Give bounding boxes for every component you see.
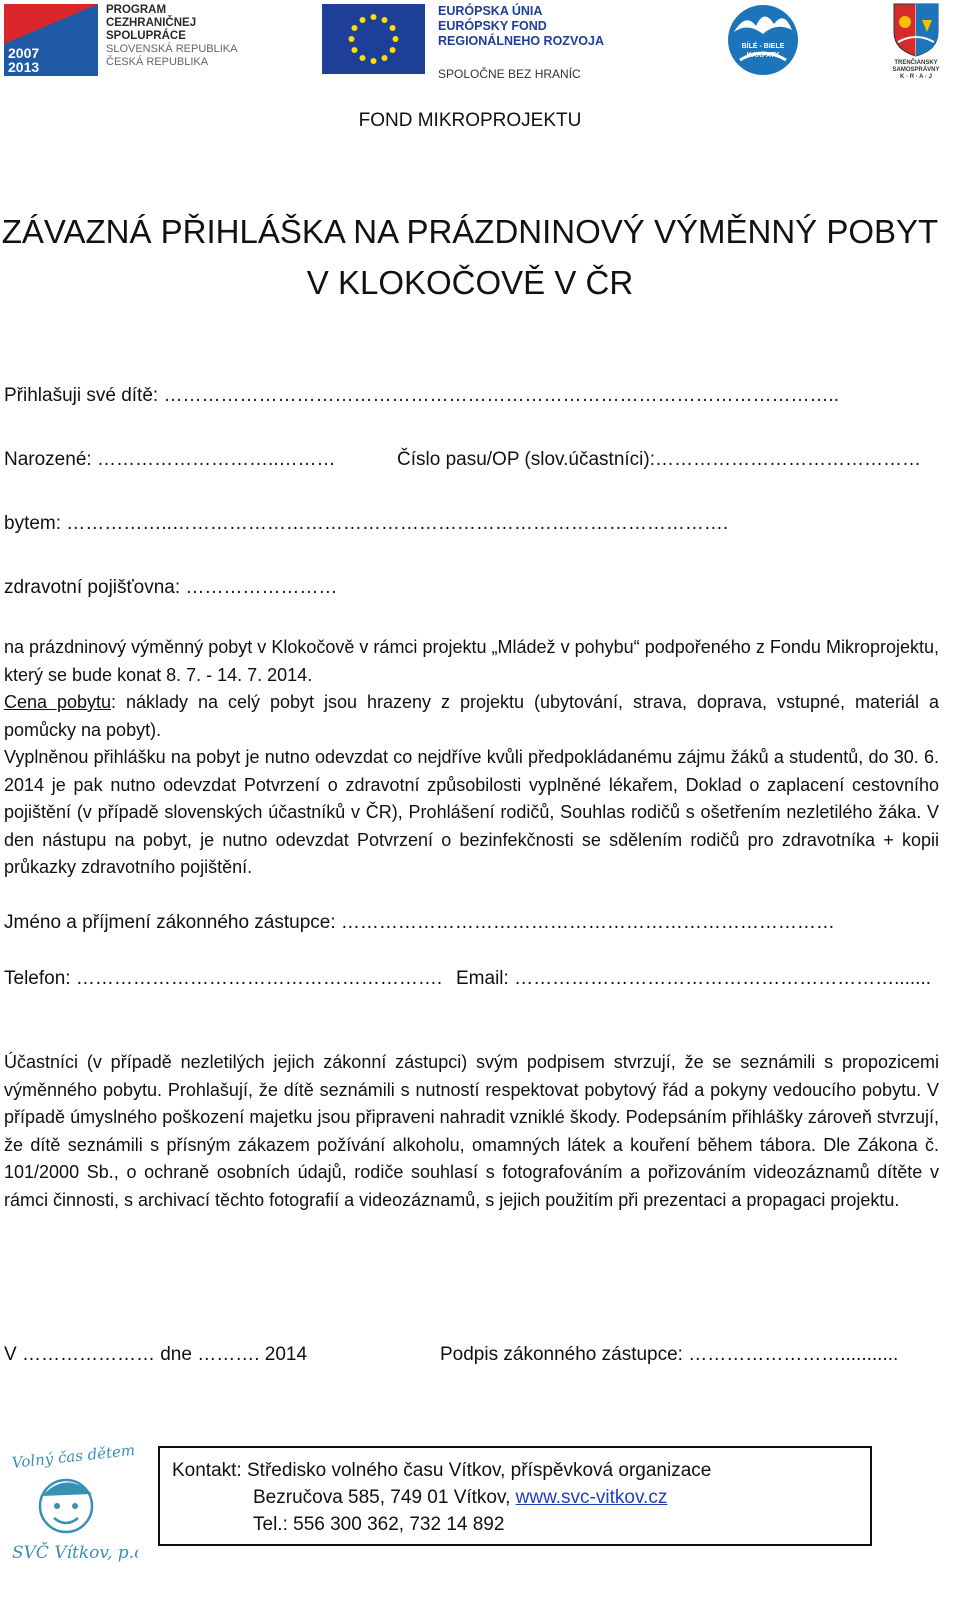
eu-star-icon [351, 25, 357, 31]
submission-info: Vyplněnou přihlášku na pobyt je nutno odevzdat co nejdříve kvůli předpokládanému zájmu žáků a studentů, do 30. 6. 2014 je pak nutno odevzdat Potvrzení o zdravotní způsobilosti vyplněné lékařem, Doklad o zaplacení cestovního pojištění (v případě slovenských účastníků v ČR), Prohlášení rodičů, Souhlas rodičů s ošetřením nezletilého žáka. V den nástupu na pobyt, je nutno odevzdat Potvrzení o bezinfekčnosti se sdělením rodičů pro zdravotníka + kopii průkazky zdravotního pojištění. [4, 747, 939, 877]
guardian-name-field[interactable]: Jméno a příjmení zákonného zástupce: …………………………………………………………………… [4, 912, 835, 933]
eu-star-icon [360, 55, 366, 61]
program-logo-subline: SLOVENSKÁ REPUBLIKA [106, 43, 238, 55]
website-link[interactable]: www.svc-vitkov.cz [515, 1487, 668, 1508]
program-logo-line: PROGRAM [106, 4, 167, 16]
email-field[interactable]: Email: ……………………………………………………....... [456, 968, 932, 989]
price-text: : náklady na celý pobyt jsou hrazeny z projektu (ubytování, strava, doprava, vstupné, materiál a pomůcky na pobyt). [4, 692, 939, 740]
svc-logo [8, 1440, 138, 1564]
tsk-logo-line: SAMOSPRÁVNY [892, 67, 940, 73]
stay-price-info [4, 689, 939, 744]
birth-date-field[interactable]: Narozené: ………………………..……… [4, 449, 336, 470]
stay-description: na prázdninový výměnný pobyt v Klokočově v rámci projektu „Mládež v pohybu“ podpořeného z Fondu Mikroprojektu, který se bude konat 8. 7. - 14. 7. 2014. [4, 637, 939, 685]
contact-line-3: Tel.: 556 300 362, 732 14 892 [253, 1514, 505, 1535]
contact-line-2 [253, 1487, 667, 1509]
program-logo-subline: ČESKÁ REPUBLIKA [106, 56, 209, 68]
phone-field[interactable]: Telefon: …………………………………………………. [4, 968, 443, 989]
price-label: Cena pobytu [4, 692, 112, 712]
signature-field[interactable]: Podpis zákonného zástupce: ……………………........... [440, 1344, 899, 1365]
eu-star-icon [349, 36, 355, 42]
svc-child-face-icon [8, 1440, 138, 1564]
stay-info-paragraph [4, 634, 939, 882]
eu-star-icon [390, 25, 396, 31]
contact-line-1: Kontakt: Středisko volného času Vítkov, příspěvková organizace [172, 1460, 712, 1481]
child-name-field[interactable]: Přihlašuji své dítě: …………………………………………………………………………………………….. [4, 385, 840, 406]
eu-star-icon [371, 58, 377, 64]
karpaty-logo [726, 2, 800, 76]
svc-logo-bottom: SVČ Vítkov, p.o. [12, 1543, 138, 1563]
eu-slogan: SPOLOČNE BEZ HRANÍC [438, 67, 581, 81]
eu-logo [322, 4, 632, 81]
eu-logo-line: REGIONÁLNEHO ROZVOJA [438, 34, 604, 48]
address-field[interactable]: bytem: ……………..……………………………………………………………………………. [4, 513, 729, 534]
passport-number-field[interactable]: Číslo pasu/OP (slov.účastníci):…………………………………… [397, 449, 922, 470]
tsk-logo [888, 2, 944, 82]
program-year-start: 2007 [8, 45, 40, 61]
eu-star-icon [371, 14, 377, 20]
program-logo-mark [4, 4, 98, 76]
eu-logo-line: EURÓPSKA ÚNIA [438, 4, 543, 18]
eu-star-icon [382, 17, 388, 23]
eu-star-icon [382, 55, 388, 61]
svc-logo-top: Volný čas dětem [11, 1440, 136, 1472]
fund-heading: FOND MIKROPROJEKTU [358, 110, 582, 131]
karpaty-logo-line: KARPATY [746, 52, 780, 59]
eu-star-icon [351, 47, 357, 53]
contact-address: Bezručova 585, 749 01 Vítkov, [253, 1487, 516, 1508]
program-logo-line: SPOLUPRÁCE [106, 30, 186, 42]
tsk-logo-line: TRENČIANSKY [894, 60, 938, 66]
page-title-line-2: V KLOKOČOVĚ V ČR [306, 264, 634, 301]
program-logo-line: CEZHRANIČNEJ [106, 17, 197, 29]
health-insurance-field[interactable]: zdravotní pojišťovna: …………………… [4, 577, 338, 598]
place-date-field[interactable]: V ………………… dne ………. 2014 [4, 1344, 308, 1365]
contact-box [158, 1446, 872, 1546]
tsk-logo-line: K · R · A · J [900, 74, 932, 80]
eu-flag-icon [322, 4, 425, 74]
program-year-end: 2013 [8, 59, 40, 75]
eu-star-icon [360, 17, 366, 23]
eu-logo-line: EURÓPSKY FOND [438, 19, 547, 33]
tsk-coat-of-arms-icon [888, 2, 944, 58]
page-title-line-1: ZÁVAZNÁ PŘIHLÁŠKA NA PRÁZDNINOVÝ VÝMĚNNÝ POBYT [1, 213, 939, 250]
consent-paragraph: Účastníci (v případě nezletilých jejich zákonní zástupci) svým podpisem stvrzují, že se seznámili s propozicemi výměnného pobytu. Prohlašují, že dítě seznámili s nutností respektovat pobytový řád a pokyny vedoucího pobytu. V případě úmyslného poškození majetku jsou připraveni nahradit vzniklé škody. Podepsáním přihlášky zároveň stvrzují, že dítě seznámili s přísným zákazem požívání alkoholu, omamných látek a kouření během tábora. Dle Zákona č. 101/2000 Sb., o ochraně osobních údajů, rodiče souhlasí s fotografováním a pořizováním videozáznamů dítěte v rámci činnosti, s archivací těchto fotografií a videozáznamů, s jejich použitím při prezentaci a propagaci projektu. [4, 1052, 939, 1210]
eu-star-icon [390, 47, 396, 53]
program-logo [4, 4, 284, 76]
karpaty-emblem-icon [726, 2, 800, 76]
karpaty-logo-line: BÍLÉ - BIELE [741, 43, 785, 50]
eu-star-icon [393, 36, 399, 42]
